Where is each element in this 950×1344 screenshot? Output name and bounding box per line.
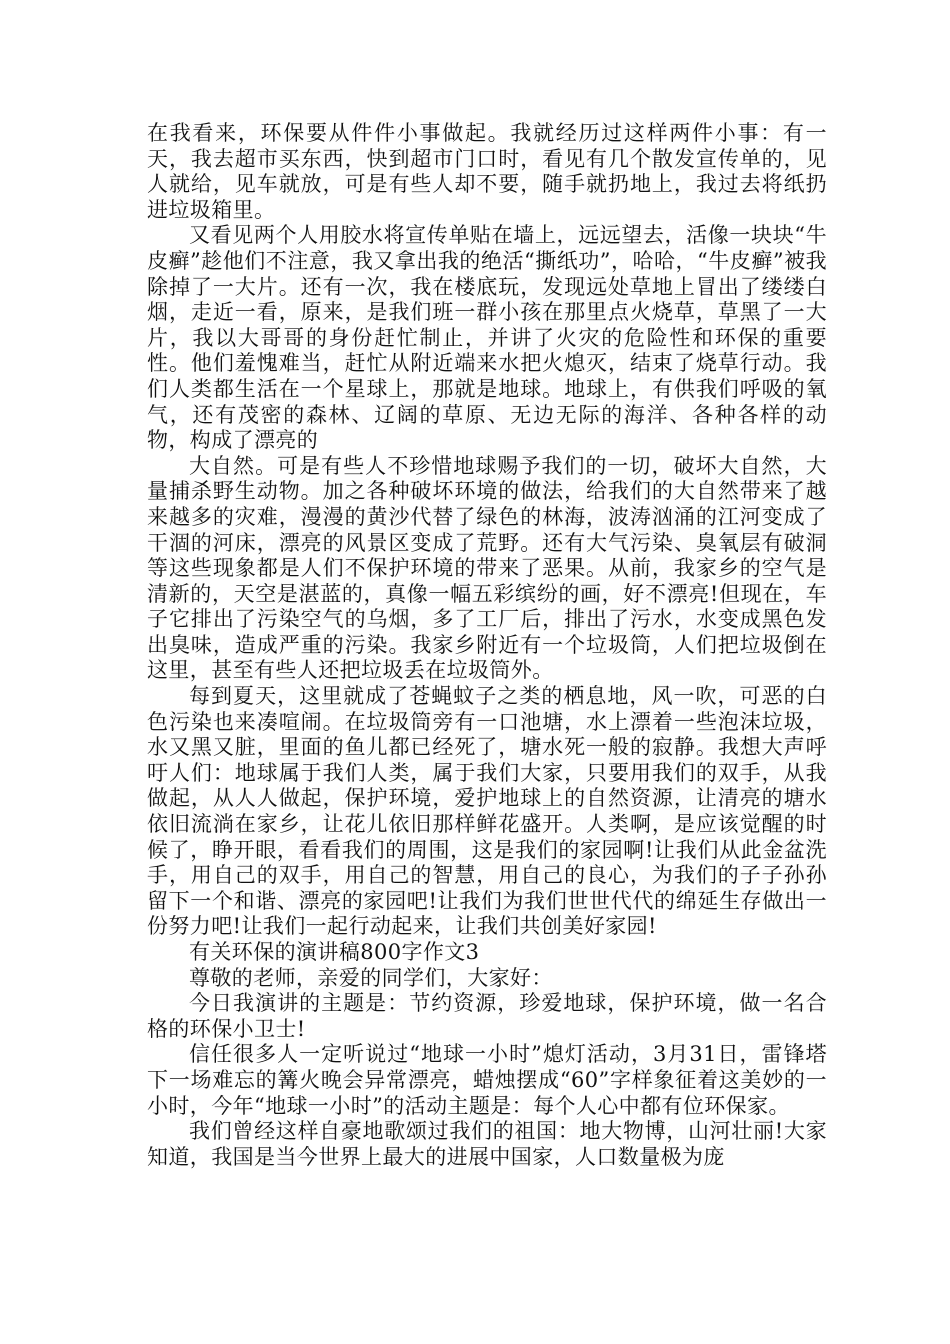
section-title: 有关环保的演讲稿800字作文3 [189,940,480,964]
paragraph-3: 大自然。可是有些人不珍惜地球赐予我们的一切，破坏大自然，大量捕杀野生动物。加之各种破坏环境的做法，给我们的大自然带来了越来越多的灾难，漫漫的黄沙代替了绿色的林海，波涛汹涌的江河变成了干涸的河床，漂亮的风景区变成了荒野。还有大气污染、臭氧层有破洞等这些现象都是人们不保护环境的带来了恶果。从前，我家乡的空气是清新的，天空是湛蓝的，真像一幅五彩缤纷的画，好不漂亮!但现在，车子它排出了污染空气的乌烟，多了工厂后，排出了污水，水变成黑色发出臭味，造成严重的污染。我家乡附近有一个垃圾筒，人们把垃圾倒在这里，甚至有些人还把垃圾丢在垃圾筒外。 [147,453,827,683]
paragraph-5: 今日我演讲的主题是：节约资源，珍爱地球，保护环境，做一名合格的环保小卫士! [147,991,827,1041]
paragraph-6: 信任很多人一定听说过“地球一小时”熄灯活动，3月31日，雷锋塔下一场难忘的篝火晚会异常漂亮，蜡烛摆成“60”字样象征着这美妙的一小时，今年“地球一小时”的活动主题是：每个人心中都有位环保家。 [147,1042,827,1118]
salutation: 尊敬的老师，亲爱的同学们，大家好： [189,965,553,990]
document-body [147,121,827,1170]
paragraph-2: 又看见两个人用胶水将宣传单贴在墙上，远远望去，活像一块块“牛皮癣”趁他们不注意，我又拿出我的绝活“撕纸功”，哈哈，“牛皮癣”被我除掉了一大片。还有一次，我在楼底玩，发现远处草地上冒出了缕缕白烟，走近一看，原来，是我们班一群小孩在那里点火烧草，草黑了一大片，我以大哥哥的身份赶忙制止，并讲了火灾的危险性和环保的重要性。他们羞愧难当，赶忙从附近端来水把火熄灭，结束了烧草行动。我们人类都生活在一个星球上，那就是地球。地球上，有供我们呼吸的氧气，还有茂密的森林、辽阔的草原、无边无际的海洋、各种各样的动物，构成了漂亮的 [147,223,827,453]
paragraph-4: 每到夏天，这里就成了苍蝇蚊子之类的栖息地，风一吹，可恶的白色污染也来凑喧闹。在垃圾筒旁有一口池塘，水上漂着一些泡沫垃圾，水又黑又脏，里面的鱼儿都已经死了，塘水死一般的寂静。我想大声呼吁人们：地球属于我们人类，属于我们大家，只要用我们的双手，从我做起，从人人做起，保护环境，爱护地球上的自然资源，让清亮的塘水依旧流淌在家乡，让花儿依旧那样鲜花盛开。人类啊，是应该觉醒的时候了，睁开眼，看看我们的周围，这是我们的家园啊!让我们从此金盆洗手，用自己的双手，用自己的智慧，用自己的良心，为我们的子子孙孙留下一个和谐、漂亮的家园吧!让我们为我们世世代代的绵延生存做出一份努力吧!让我们一起行动起来，让我们共创美好家园! [147,684,827,939]
paragraph-1: 在我看来，环保要从件件小事做起。我就经历过这样两件小事：有一天，我去超市买东西，快到超市门口时，看见有几个散发宣传单的，见人就给，见车就放，可是有些人却不要，随手就扔地上，我过去将纸扔进垃圾箱里。 [147,121,827,222]
paragraph-7: 我们曾经这样自豪地歌颂过我们的祖国：地大物博，山河壮丽!大家知道，我国是当今世界上最大的进展中国家，人口数量极为庞 [147,1119,827,1169]
